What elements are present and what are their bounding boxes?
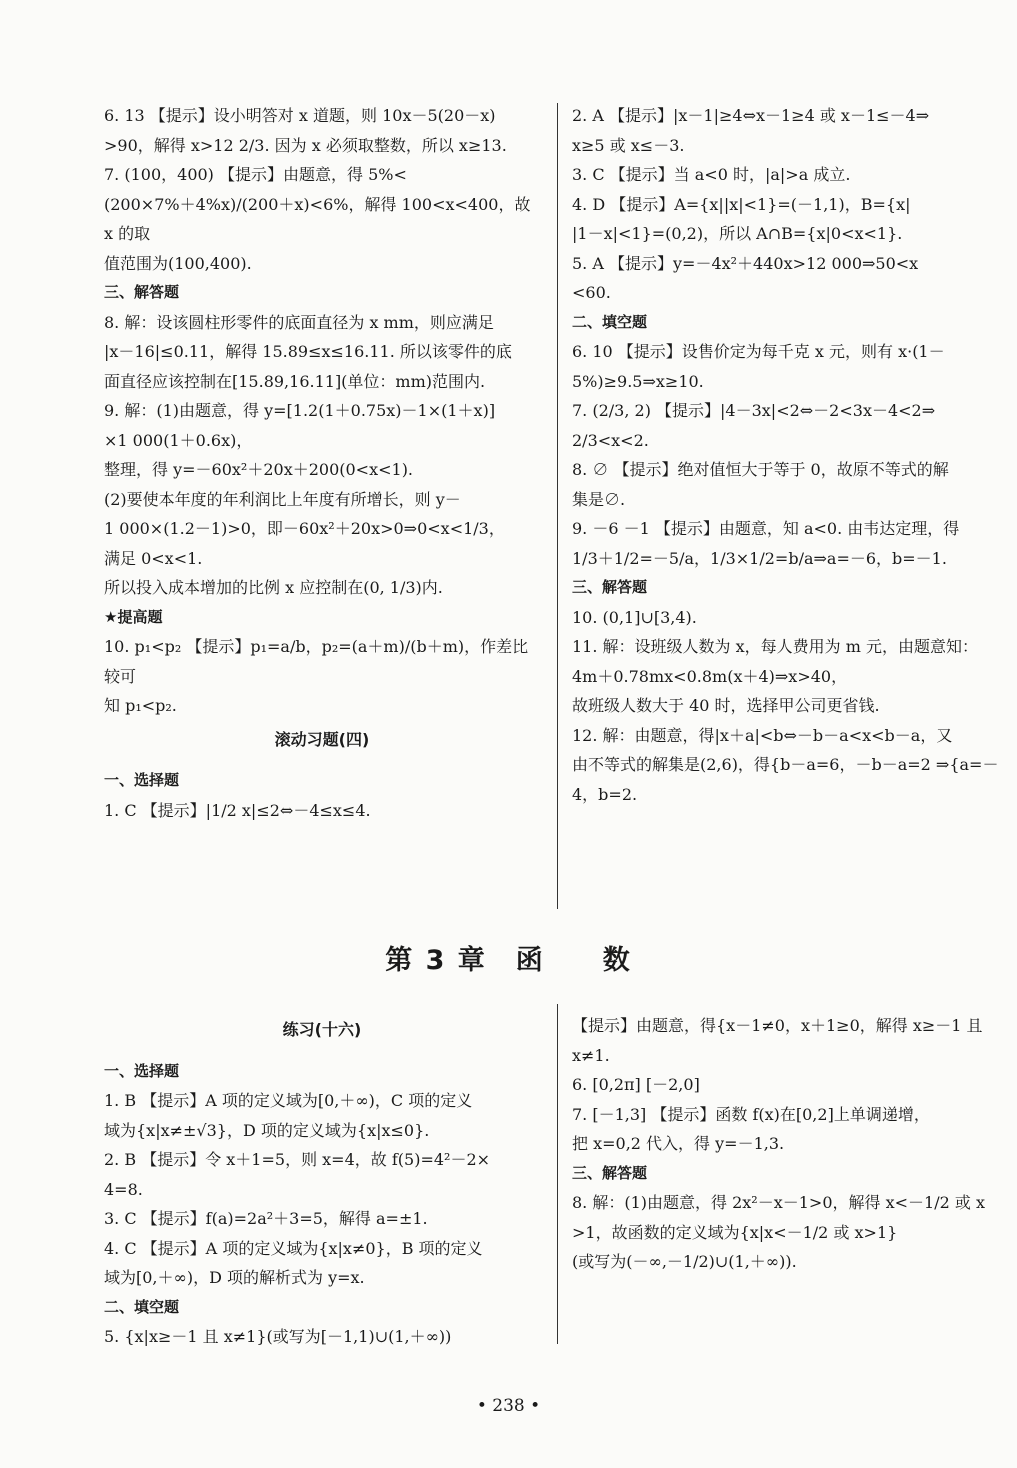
section-title: 练习(十六) bbox=[282, 1020, 362, 1039]
text-line: 由不等式的解集是(2,6)，得{b－a=6，－b－a=2 ⇒{a=－4，b=2. bbox=[572, 755, 999, 804]
text-line: (200×7%＋4%x)/(200＋x)<6%，解得 100<x<400，故 x 的取 bbox=[104, 194, 531, 243]
left-column-bottom bbox=[104, 1011, 540, 1352]
text-line: 4. D 【提示】A={x||x|<1}=(－1,1)，B={x| bbox=[572, 194, 911, 214]
text-line: 11. 解：设班级人数为 x，每人费用为 m 元，由题意知： bbox=[572, 637, 978, 656]
text-line: 4=8. bbox=[104, 1179, 143, 1199]
chapter-title: 第 3 章 函 数 bbox=[385, 945, 632, 976]
text-line: 6. 13 【提示】设小明答对 x 道题，则 10x－5(20－x) bbox=[104, 106, 496, 125]
text-line: 把 x=0,2 代入，得 y=－1,3. bbox=[572, 1134, 785, 1153]
text-line: |1－x|<1}=(0,2)，所以 A∩B={x|0<x<1}. bbox=[572, 224, 903, 243]
text-line: 7. (100，400) 【提示】由题意，得 5%< bbox=[104, 165, 407, 184]
text-line: 4. C 【提示】A 项的定义域为{x|x≠0}，B 项的定义 bbox=[104, 1238, 483, 1258]
section-heading: 三、解答题 bbox=[104, 283, 180, 301]
text-line: 1 000×(1.2－1)>0，即－60x²＋20x>0⇒0<x<1/3， bbox=[104, 519, 505, 538]
text-line: 2/3<x<2. bbox=[572, 430, 649, 450]
text-line: 3. C 【提示】f(a)=2a²＋3=5，解得 a=±1. bbox=[104, 1209, 428, 1228]
text-line: 1/3＋1/2=－5/a，1/3×1/2=b/a⇒a=－6，b=－1. bbox=[572, 548, 947, 568]
text-line: 5. {x|x≥－1 且 x≠1}(或写为[－1,1)∪(1,＋∞)) bbox=[104, 1327, 452, 1346]
text-line: (2)要使本年度的年利润比上年度有所增长，则 y－ bbox=[104, 489, 461, 509]
text-line: 【提示】由题意，得{x－1≠0，x＋1≥0，解得 x≥－1 且 x≠1. bbox=[572, 1016, 983, 1065]
text-line: 面直径应该控制在[15.89,16.11](单位：mm)范围内. bbox=[104, 371, 486, 391]
section-heading: 三、解答题 bbox=[572, 1163, 648, 1182]
text-line: 域为{x|x≠±√3}，D 项的定义域为{x|x≤0}. bbox=[104, 1120, 430, 1140]
text-line: 10. (0,1]∪[3,4). bbox=[572, 607, 697, 627]
text-line: 9. 解：(1)由题意，得 y=[1.2(1＋0.75x)－1×(1＋x)] bbox=[104, 401, 496, 420]
column-divider-top bbox=[557, 103, 558, 909]
text-line: 12. 解：由题意，得|x＋a|<b⇔－b－a<x<b－a，又 bbox=[572, 725, 953, 745]
text-line: 8. ∅ 【提示】绝对值恒大于等于 0，故原不等式的解 bbox=[572, 460, 949, 479]
left-column-top bbox=[104, 101, 540, 825]
column-divider-bottom bbox=[557, 1004, 558, 1344]
section-heading: 三、解答题 bbox=[572, 578, 648, 596]
text-line: 故班级人数大于 40 时，选择甲公司更省钱. bbox=[572, 696, 880, 715]
text-line: 满足 0<x<1. bbox=[104, 548, 203, 568]
text-line: 集是∅. bbox=[572, 489, 626, 509]
text-line: 2. A 【提示】|x－1|≥4⇔x－1≥4 或 x－1≤－4⇒ bbox=[572, 106, 930, 125]
text-line: 整理，得 y=－60x²＋20x＋200(0<x<1). bbox=[104, 460, 414, 479]
text-line: 1. C 【提示】|1/2 x|≤2⇔－4≤x≤4. bbox=[104, 800, 371, 820]
text-line: 4m＋0.78mx<0.8m(x＋4)⇒x>40， bbox=[572, 666, 848, 686]
text-line: 7. [－1,3] 【提示】函数 f(x)在[0,2]上单调递增， bbox=[572, 1104, 930, 1124]
text-line: 5. A 【提示】y=－4x²＋440x>12 000⇒50<x bbox=[572, 253, 919, 273]
text-line: 9. －6 －1 【提示】由题意，知 a<0. 由韦达定理，得 bbox=[572, 519, 960, 538]
text-line: 8. 解：(1)由题意，得 2x²－x－1>0，解得 x<－1/2 或 x bbox=[572, 1193, 985, 1212]
text-line: 值范围为(100,400). bbox=[104, 253, 252, 273]
text-line: <60. bbox=[572, 283, 611, 302]
text-line: 1. B 【提示】A 项的定义域为[0,＋∞)，C 项的定义 bbox=[104, 1091, 473, 1110]
text-line: 7. (2/3, 2) 【提示】|4－3x|<2⇔－2<3x－4<2⇒ bbox=[572, 401, 936, 420]
section-title: 滚动习题(四) bbox=[274, 729, 370, 749]
text-line: 所以投入成本增加的比例 x 应控制在(0, 1/3)内. bbox=[104, 578, 443, 597]
text-line: 3. C 【提示】当 a<0 时，|a|>a 成立. bbox=[572, 165, 851, 184]
text-line: 8. 解：设该圆柱形零件的底面直径为 x mm，则应满足 bbox=[104, 312, 494, 332]
section-heading: 一、选择题 bbox=[104, 771, 180, 789]
text-line: >90，解得 x>12 2/3. 因为 x 必须取整数，所以 x≥13. bbox=[104, 135, 507, 155]
text-line: 2. B 【提示】令 x＋1=5，则 x=4，故 f(5)=4²－2× bbox=[104, 1150, 491, 1169]
section-heading: 一、选择题 bbox=[104, 1061, 180, 1080]
section-heading: 二、填空题 bbox=[104, 1297, 180, 1316]
text-line: ×1 000(1＋0.6x)， bbox=[104, 430, 253, 450]
page-number: • 238 • bbox=[476, 1396, 541, 1416]
text-line: 域为[0,＋∞)，D 项的解析式为 y=x. bbox=[104, 1268, 365, 1287]
section-heading: 二、填空题 bbox=[572, 312, 648, 331]
text-line: |x－16|≤0.11，解得 15.89≤x≤16.11. 所以该零件的底 bbox=[104, 342, 512, 361]
right-column-bottom bbox=[572, 1011, 1010, 1277]
text-line: 6. 10 【提示】设售价定为每千克 x 元，则有 x·(1－ bbox=[572, 342, 945, 361]
text-line: x≥5 或 x≤－3. bbox=[572, 135, 685, 155]
text-line: 6. [0,2π] [－2,0] bbox=[572, 1075, 700, 1094]
text-line: 10. p₁<p₂ 【提示】p₁=a/b，p₂=(a＋m)/(b＋m)，作差比较可 bbox=[104, 637, 529, 686]
section-heading: ★提高题 bbox=[104, 607, 163, 626]
text-line: (或写为(－∞,－1/2)∪(1,＋∞)). bbox=[572, 1252, 797, 1271]
text-line: 5%)≥9.5⇒x≥10. bbox=[572, 371, 704, 391]
text-line: >1，故函数的定义域为{x|x<－1/2 或 x>1} bbox=[572, 1222, 898, 1242]
right-column-top bbox=[572, 101, 1010, 809]
text-line: 知 p₁<p₂. bbox=[104, 696, 177, 715]
